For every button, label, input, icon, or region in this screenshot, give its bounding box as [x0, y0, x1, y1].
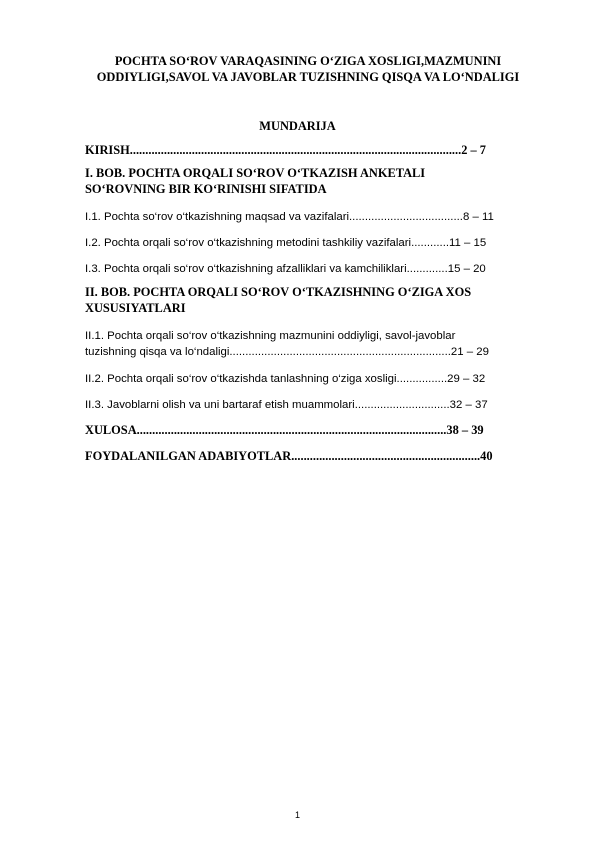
toc-entry-pages: 8 – 11: [462, 211, 494, 223]
toc-chapter-2: [85, 285, 471, 316]
page-number: 1: [294, 810, 300, 820]
toc-entry-2-2: [85, 372, 485, 388]
toc-entry-pages: 32 – 37: [449, 399, 488, 411]
toc-entry-xulosa: [85, 423, 484, 439]
toc-entry-pages: 29 – 32: [447, 373, 486, 385]
toc-entry-1-1: [85, 210, 494, 226]
toc-leader-dots: ...........................................................................................................: [129, 143, 462, 157]
toc-leader-dots: .............: [406, 263, 448, 275]
toc-chapter-1: [85, 166, 425, 197]
toc-leader-dots: ..............................: [354, 399, 450, 411]
toc-entry-text: II.3. Javoblarni olish va uni bartaraf etish muammolari: [85, 399, 355, 411]
toc-leader-dots: ....................................: [349, 211, 463, 223]
toc-entry-text: FOYDALANILGAN ADABIYOTLAR: [85, 449, 292, 463]
toc-entry-1-3: [85, 262, 486, 278]
toc-leader-dots: ................: [396, 373, 448, 385]
toc-entry-kirish: [85, 143, 486, 159]
toc-entry-2-3: [85, 398, 488, 414]
toc-entry-pages: 2 – 7: [461, 143, 486, 157]
toc-chapter-line: XUSUSIYATLARI: [85, 300, 186, 315]
toc-entry-text: II.2. Pochta orqali so‘rov o‘tkazishda tanlashning o‘ziga xosligi: [85, 373, 397, 385]
toc-entry-text: II.1. Pochta orqali so‘rov o‘tkazishning mazmunini oddiyligi, savol-javoblar: [85, 330, 456, 342]
document-title: POCHTA SO‘ROV VARAQASINING O‘ZIGA XOSLIGI,MAZMUNINI ODDIYLIGI,SAVOL VA JAVOBLAR TUZISHNING QISQA VA LO‘NDALIGI: [96, 54, 520, 84]
toc-leader-dots: ............: [411, 237, 450, 249]
toc-entry-text: tuzishning qisqa va lo‘ndaligi: [85, 345, 230, 358]
toc-heading: MUNDARIJA: [259, 119, 336, 133]
toc-leader-dots: .............................................................: [291, 449, 481, 463]
toc-entry-text: XULOSA: [85, 423, 137, 437]
toc-entry-pages: 21 – 29: [450, 345, 489, 358]
toc-chapter-line: I. BOB. POCHTA ORQALI SO‘ROV O‘TKAZISH ANKETALI: [85, 166, 426, 180]
toc-entry-pages: 15 – 20: [447, 263, 486, 275]
toc-entry-pages: 38 – 39: [446, 423, 484, 437]
toc-entry-text: KIRISH: [85, 143, 130, 157]
toc-entry-text: I.1. Pochta so‘rov o‘tkazishning maqsad va vazifalari: [85, 211, 350, 223]
toc-entry-1-2: [85, 236, 486, 252]
toc-leader-dots: ....................................................................................................: [136, 423, 447, 437]
toc-entry-2-1: [85, 329, 489, 360]
toc-entry-text: I.2. Pochta orqali so‘rov o‘tkazishning metodini tashkiliy vazifalari: [85, 237, 412, 249]
toc-entry-text: I.3. Pochta orqali so‘rov o‘tkazishning afzalliklari va kamchiliklari: [85, 263, 407, 275]
toc-chapter-line: II. BOB. POCHTA ORQALI SO‘ROV O‘TKAZISHNING O‘ZIGA XOS: [85, 285, 472, 299]
toc-leader-dots: ......................................................................: [229, 345, 451, 358]
toc-entry-references: [85, 449, 493, 465]
toc-entry-pages: 40: [480, 449, 493, 463]
toc-entry-pages: 11 – 15: [449, 237, 487, 249]
toc-chapter-line: SO‘ROVNING BIR KO‘RINISHI SIFATIDA: [85, 181, 327, 196]
